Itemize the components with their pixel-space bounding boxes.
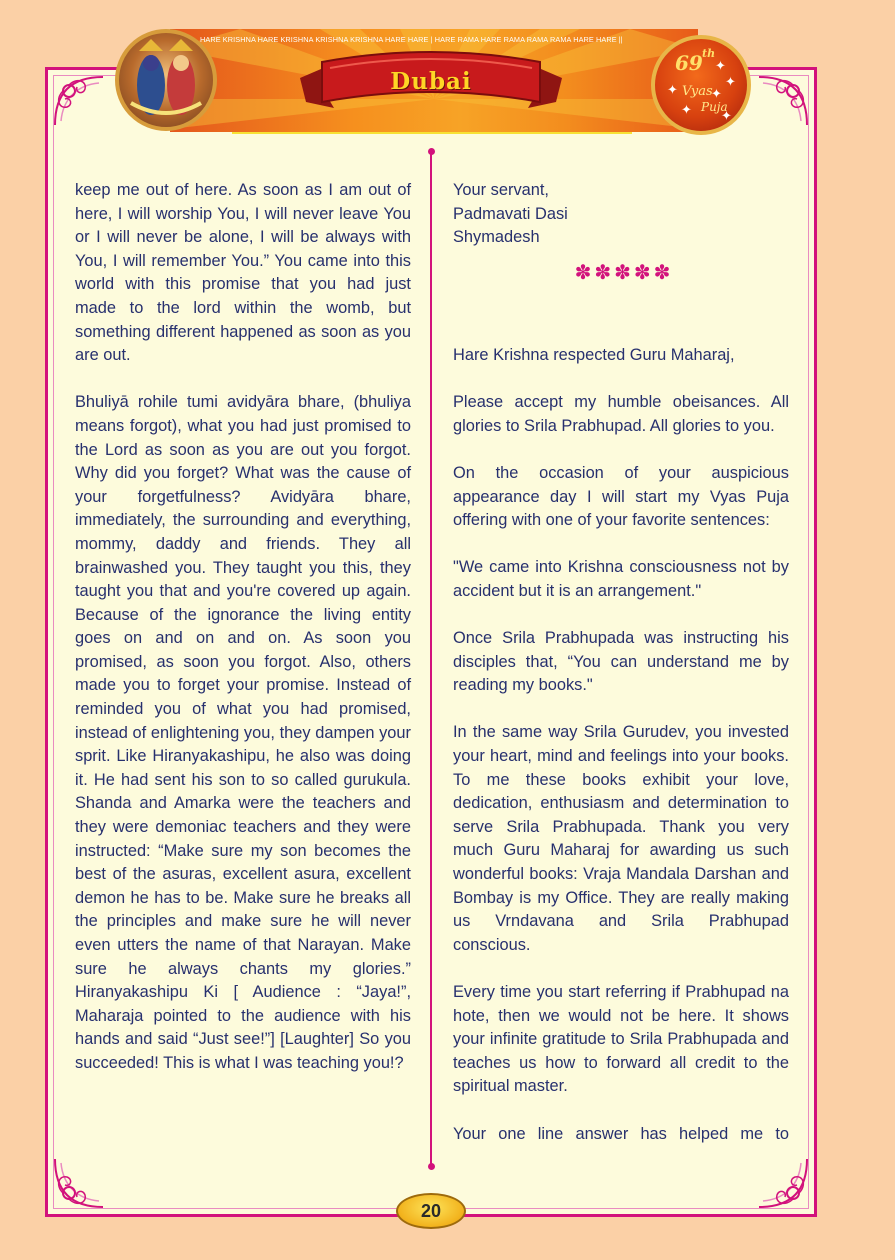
header-mantra: HARE KRISHNA HARE KRISHNA KRISHNA KRISHNA HARE HARE | HARE RAMA HARE RAMA RAMA RAMA HARE HARE ||	[200, 35, 623, 44]
divider-dot-bottom	[428, 1163, 435, 1170]
sparkle-icon: ✦	[715, 58, 726, 73]
corner-ornament-bottom-left	[51, 1155, 107, 1211]
sparkle-icon: ✦	[667, 82, 678, 97]
column-divider	[430, 150, 432, 1168]
header-city-title: Dubai	[390, 68, 472, 95]
left-text-column	[75, 179, 411, 1076]
section-separator-stars: ✽✽✽✽✽	[574, 261, 674, 284]
sparkle-icon: ✦	[711, 86, 722, 101]
body-paragraph: keep me out of here. As soon as I am out of here, I will worship You, I will never leave You or I will never be alone, I will be always with You, I will remember You.” You came into this world with this promise that you had just made to the lord within the womb, but something different happened as soon as you are out.	[75, 181, 411, 365]
signoff-location: Shymadesh	[453, 228, 540, 247]
sparkle-icon: ✦	[681, 102, 692, 117]
corner-ornament-top-right	[755, 73, 811, 129]
body-paragraph: In the same way Srila Gurudev, you invested your heart, mind and feelings into your books. To me these books exhibit your love, dedication, enthusiasm and determination to serve Srila Prabhupada. Thank you very much Guru Maharaj for awarding us such wonderful books: Vraja Mandala Darshan and Bombay is my Office. They are really making us Vrndavana and Srila Prabhupad conscious.	[453, 723, 789, 954]
body-paragraph: Bhuliyā rohile tumi avidyāra bhare, (bhuliya means forgot), what you had just promised to the Lord as soon as you are out you forgot. Why did you forget? What was the cause of your forgetfulness? Avidyāra bhare, immediately, the surrounding and everything, mommy, daddy and friends. They all brainwashed you. They taught you this, they taught you that and you're covered up again. Because of the ignorance the living entity goes on and on and on. As soon you promised, as soon you forgot. Also, others made you to forget your promise. Instead of reminded you of what you had promised, instead of enlightening you, they dampen your sprit. Like Hiranyakashipu, he also was doing it. He had sent his son to so called gurukula. Shanda and Amarka were the teachers and they were demoniac teachers and they were instructed: “Make sure my son becomes the best of the asuras, excellent asura, excellent demon he has to be. Make sure he breaks all the principles and make sure he will never even utters the name of that Narayan. Make sure he always chants my glories.” Hiranyakashipu Ki [ Audience : “Jaya!”, Maharaja pointed to the audience with his hands and said “Just see!”] [Laughter] So you succeeded! This is what I was teaching you!?	[75, 393, 411, 1072]
body-paragraph: Please accept my humble obeisances. All glories to Srila Prabhupad. All glories to you.	[453, 393, 789, 435]
body-paragraph: Your one line answer has helped me to	[453, 1124, 789, 1143]
badge-line-puja: Puja	[701, 100, 728, 114]
vyas-puja-badge	[651, 35, 751, 135]
signoff-name: Padmavati Dasi	[453, 204, 568, 223]
sparkle-icon: ✦	[721, 108, 732, 123]
sparkle-icon: ✦	[725, 74, 736, 89]
badge-number: 69	[675, 51, 703, 75]
body-paragraph: On the occasion of your auspicious appearance day I will start my Vyas Puja offering with one of your favorite sentences:	[453, 463, 789, 530]
body-paragraph: Once Srila Prabhupada was instructing his disciples that, “You can understand me by reading my books."	[453, 629, 789, 695]
deity-picture-medallion	[115, 29, 217, 131]
signoff-line: Your servant,	[453, 181, 549, 199]
right-text-column	[453, 179, 789, 1146]
badge-line-vyas: Vyas	[682, 84, 713, 99]
divider-dot-top	[428, 148, 435, 155]
corner-ornament-bottom-right	[755, 1155, 811, 1211]
page-number-badge: 20	[396, 1193, 466, 1229]
body-paragraph: Every time you start referring if Prabhupad na hote, then we would not be here. It shows your infinite gratitude to Srila Prabhupada and teaches us how to forward all credit to the spiritual master.	[453, 983, 789, 1096]
badge-suffix: th	[702, 47, 716, 60]
letter-greeting: Hare Krishna respected Guru Maharaj,	[453, 345, 735, 364]
corner-ornament-top-left	[51, 73, 107, 129]
body-paragraph: "We came into Krishna consciousness not by accident but it is an arrangement."	[453, 558, 789, 600]
